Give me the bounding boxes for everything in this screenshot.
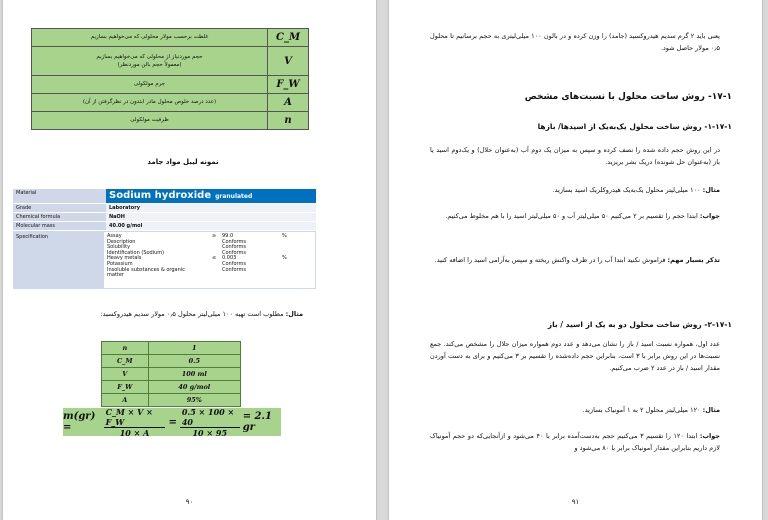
example-text: ۱۰۰ میلی‌لیتر محلول یک‌به‌یک هیدروکلریک اسید بسازید.	[552, 186, 701, 194]
label-section-title: نمونه لیبل مواد جامد	[147, 158, 219, 166]
spec-unit: %	[282, 233, 287, 239]
spec-name: Heavy metals	[107, 255, 142, 262]
spec-value: 99.0	[222, 233, 234, 239]
section-title: ۱۷-۱- روش ساخت محلول با نسبت‌های مشخص	[524, 92, 732, 102]
table-row	[102, 368, 241, 381]
label-material-name	[106, 189, 316, 203]
answer-label: جواب:	[699, 212, 720, 220]
label-key: Grade	[13, 204, 106, 212]
subsection-title: ۲-۱۷-۱- روش ساخت محلول دو به یک از اسید / باز	[547, 320, 732, 329]
example-text: ۱۲۰ میلی‌لیتر محلول ۲ به ۱ آمونیاک بسازید.	[582, 406, 701, 414]
note-paragraph	[430, 254, 720, 266]
variable-description	[32, 47, 268, 76]
spec-name: Assay	[107, 233, 122, 239]
spec-name: matter	[107, 272, 124, 279]
label-key: Specification	[13, 231, 103, 289]
fraction-denominator: 10 × A	[119, 427, 150, 438]
table-row	[32, 94, 309, 112]
spec-value: 0.003	[222, 255, 237, 262]
left-page	[3, 0, 376, 520]
spec-name: Description	[107, 238, 136, 245]
page-number: ۹۰	[185, 498, 194, 506]
spec-value	[222, 273, 282, 279]
spec-op: ≤	[212, 255, 217, 262]
label-row	[13, 222, 316, 231]
spec-name: Potassium	[107, 260, 133, 267]
spec-name: Insoluble substances & organic	[107, 266, 185, 273]
fraction-denominator: 10 × 95	[192, 427, 228, 438]
intro-paragraph: یعنی باید ۲ گرم سدیم هیدروکسید (جامد) را وزن کرده و در بالون ۱۰۰ میلی‌لیتری به حجم برسانیم تا محلول ۰٫۵ مولار حاصل شود.	[430, 32, 720, 52]
equals-sign: =	[168, 416, 177, 428]
calc-value: 40 g/mol	[148, 381, 240, 394]
note-label: تذکر بسیار مهم:	[667, 256, 720, 264]
label-value: 40.00 g/mol	[106, 222, 316, 230]
example-label: مثال:	[285, 310, 303, 318]
label-key: Material	[13, 189, 106, 203]
spec-value: Conforms	[222, 249, 246, 256]
variable-description: (عدد درصد خلوص محلول مادر ابتدون در نظرگرفتن از آن)	[32, 94, 268, 112]
calc-value: 95%	[148, 394, 240, 407]
spec-unit: %	[282, 255, 287, 262]
table-row	[32, 29, 309, 47]
calc-symbol: A	[102, 394, 149, 407]
fraction-numerator: C_M × V × F_W	[104, 407, 166, 428]
paragraph: در این روش حجم داده شده را نصف کرده و سپس به میزان یک دوم آب (به‌عنوان حلال) و یک‌دوم اسید یا باز (به‌عنوان حل شونده) دریک بشر بریزید.	[430, 146, 720, 166]
variable-symbol: C_M	[268, 29, 309, 47]
variable-description-extra: (معمولاً حجم بالن موردنظر)	[117, 62, 182, 68]
material-name: Sodium hydroxide	[109, 190, 212, 201]
right-page	[389, 0, 762, 520]
answer-label: جواب:	[699, 432, 720, 440]
answer-text: ابتدا ۱۲۰ را تقسیم ۳ می‌کنیم حجم به‌دست‌آمده برابر با ۴۰ می‌شود و ازآنجایی‌که دو حجم آمونیاک لازم داریم بنابراین مقدار آمونیاک برابر با ۸۰ می‌شود و	[430, 432, 720, 452]
example-paragraph	[430, 404, 720, 416]
label-material-row	[13, 189, 316, 204]
variable-symbol: A	[268, 94, 309, 112]
label-key: Chemical formula	[13, 213, 106, 221]
answer-text: ابتدا حجم را تقسیم بر ۲ می‌کنیم ۵۰ میلی‌لیتر آب و ۵۰ میلی‌لیتر اسید را با هم مخلوط می‌کنیم.	[445, 212, 698, 220]
table-row	[102, 342, 241, 355]
label-specification	[13, 231, 316, 289]
formula-result: = 2.1 gr	[242, 411, 272, 433]
calc-symbol: F_W	[102, 381, 149, 394]
spec-op	[212, 273, 222, 279]
answer-paragraph	[430, 210, 720, 222]
variable-description: ظرفیت مولکولی	[32, 112, 268, 130]
table-row	[32, 47, 309, 76]
paragraph: عدد اول، همواره نسبت اسید / باز را نشان می‌دهد و عدد دوم همواره میزان حلال را مشخص می‌کند. جمع نسبت‌ها در این روش برابر با ۳ است، بنابراین حجم داده‌شده را تقسیم بر ۳ می‌کنیم و برای به دست آوردن مقدار اسید / باز در عدد ۲ ضرب می‌کنیم.	[430, 340, 720, 372]
table-row	[102, 355, 241, 368]
formula-fraction	[180, 407, 240, 438]
label-row	[13, 213, 316, 222]
fraction-numerator: 0.5 × 100 × 40	[180, 407, 240, 428]
answer-paragraph	[430, 430, 720, 454]
table-row	[32, 112, 309, 130]
example-label: مثال:	[702, 186, 720, 194]
mass-formula	[63, 408, 281, 436]
formula-lhs: m(gr) =	[63, 411, 96, 433]
material-form: granulated	[215, 193, 253, 200]
calc-symbol: n	[102, 342, 149, 355]
variable-description-line: حجم موردنیاز از محلولی که می‌خواهیم بسازیم	[96, 53, 203, 60]
page-number: ۹۱	[571, 498, 580, 506]
label-row	[13, 204, 316, 213]
variable-description: غلظت برحسب مولار محلولی که می‌خواهیم بسازیم	[32, 29, 268, 47]
spec-name: Identification (Sodium)	[107, 249, 165, 256]
variable-symbol: n	[268, 112, 309, 130]
calc-value: 100 ml	[148, 368, 240, 381]
calc-value: 0.5	[148, 355, 240, 368]
spec-name: Solubility	[107, 244, 131, 251]
example-paragraph	[3, 310, 363, 318]
calc-value: 1	[148, 342, 240, 355]
table-row	[32, 76, 309, 94]
variables-table	[31, 28, 309, 130]
spec-value: Conforms	[222, 260, 246, 267]
spec-value: Conforms	[222, 266, 246, 273]
spec-op: ≥	[212, 233, 217, 239]
label-value: NaOH	[106, 213, 316, 221]
table-row	[102, 381, 241, 394]
subsection-title: ۱-۱۷-۱- روش ساخت محلول یک‌به‌یک از اسیدها/ بازها	[537, 122, 732, 131]
example-label: مثال:	[702, 406, 720, 414]
specification-list	[103, 231, 316, 289]
formula-fraction	[104, 407, 166, 438]
variable-symbol: V	[268, 47, 309, 76]
spec-value: Conforms	[222, 238, 246, 245]
spec-row	[107, 273, 312, 279]
example-text: مطلوب است تهیه ۱۰۰ میلی‌لیتر محلول ۰٫۵ مولار سدیم هیدروکسید:	[100, 310, 284, 318]
calc-symbol: C_M	[102, 355, 149, 368]
variable-symbol: F_W	[268, 76, 309, 94]
table-row	[102, 394, 241, 407]
label-key: Molecular mass	[13, 222, 106, 230]
spec-value: Conforms	[222, 244, 246, 251]
label-value: Laboratory	[106, 204, 316, 212]
calc-symbol: V	[102, 368, 149, 381]
chemical-label	[13, 189, 316, 289]
variable-description: جرم مولکولی	[32, 76, 268, 94]
example-paragraph	[430, 184, 720, 196]
calculation-table	[101, 341, 241, 407]
note-text: فراموش نکنید ابتدا آب را در ظرف واکنش ریخته و سپس به‌آرامی اسید را اضافه کنید.	[434, 256, 666, 264]
